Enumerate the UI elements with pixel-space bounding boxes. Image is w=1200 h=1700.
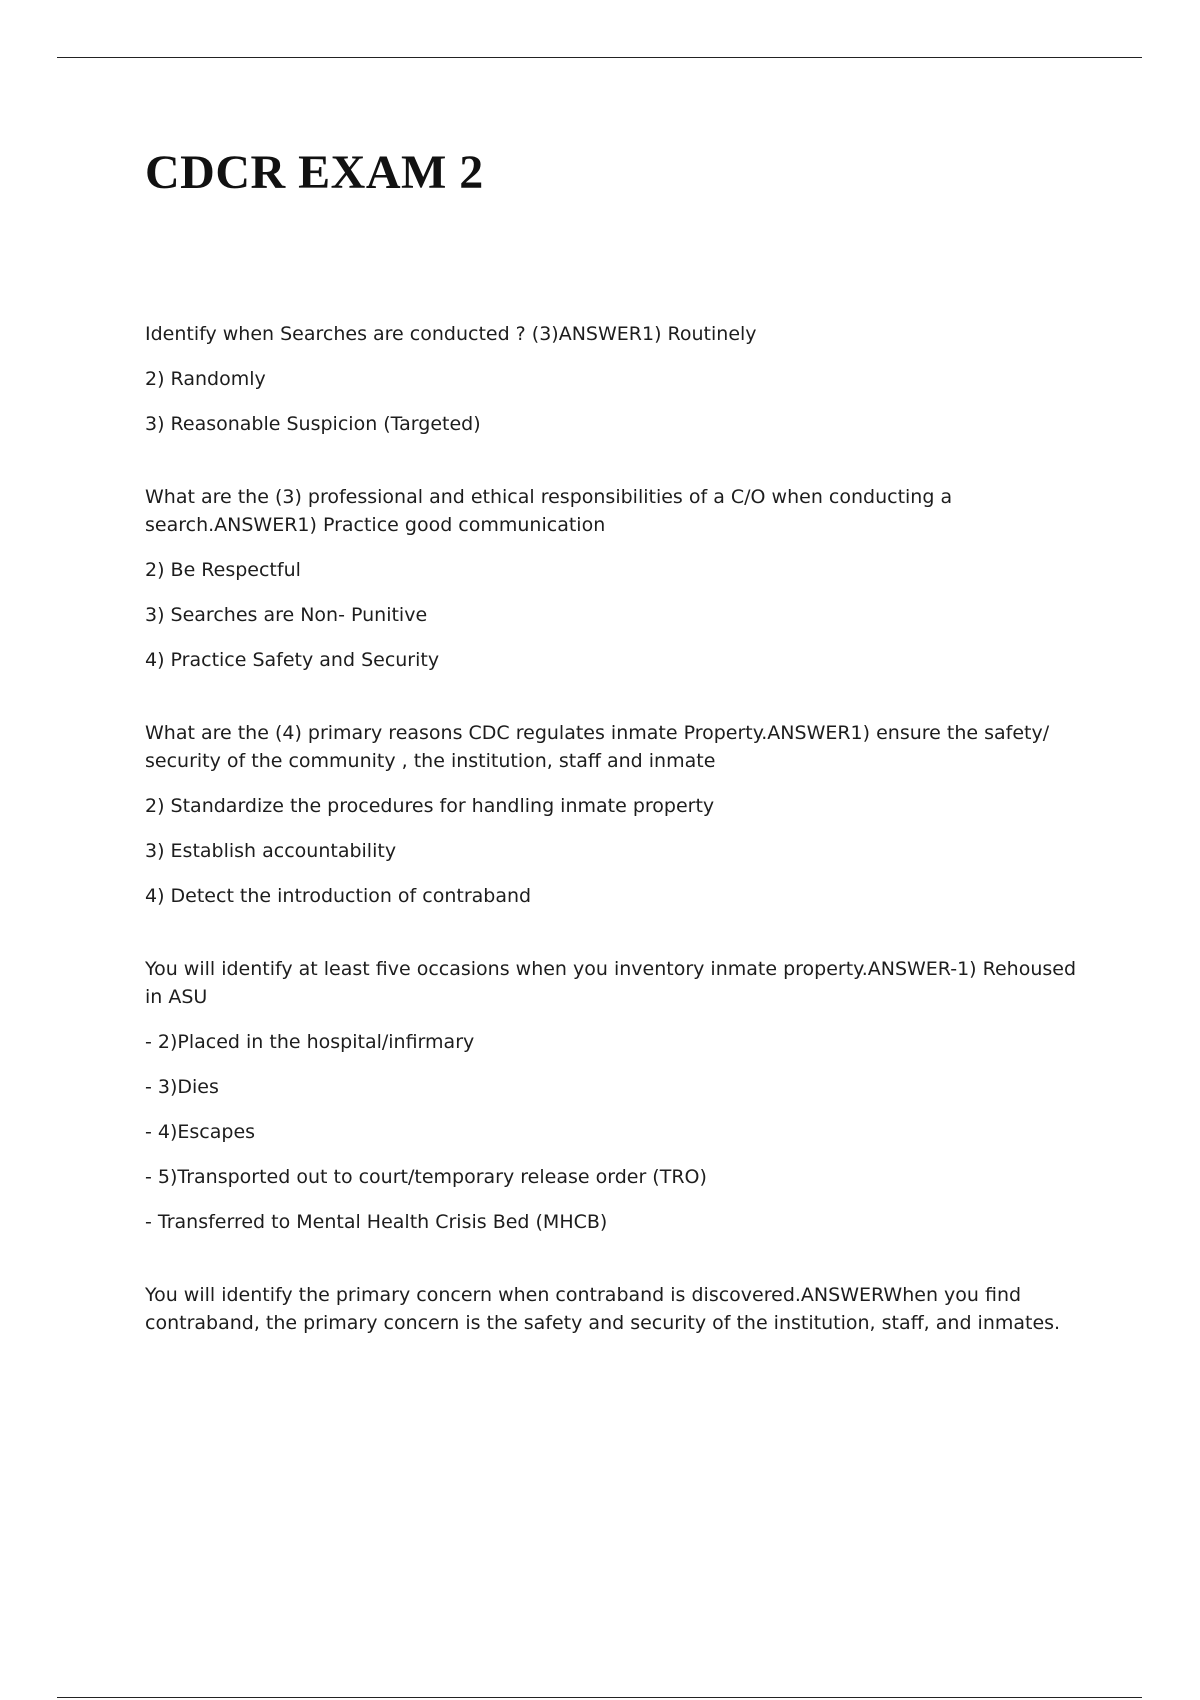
answer-item: 3) Reasonable Suspicion (Targeted) xyxy=(145,413,481,435)
answer-item: - Transferred to Mental Health Crisis Bed (MHCB) xyxy=(145,1211,608,1233)
question-block-4 xyxy=(145,955,1085,1236)
question-block-5 xyxy=(145,1281,1085,1337)
answer-item: 3) Establish accountability xyxy=(145,840,397,862)
answer-item: - 4)Escapes xyxy=(145,1121,256,1143)
document-body xyxy=(145,320,1085,1337)
question-text: You will identify at least five occasions when you inventory inmate property.ANSWER-1) Rehoused in ASU xyxy=(145,958,1077,1008)
question-text: What are the (3) professional and ethical responsibilities of a C/O when conducting a search.ANSWER1) Practice good communication xyxy=(145,486,953,536)
footer-rule xyxy=(57,1697,1142,1698)
question-text: Identify when Searches are conducted ? (3)ANSWER1) Routinely xyxy=(145,323,757,345)
answer-item: 2) Standardize the procedures for handling inmate property xyxy=(145,795,715,817)
answer-item: - 5)Transported out to court/temporary release order (TRO) xyxy=(145,1166,707,1188)
answer-item: 3) Searches are Non- Punitive xyxy=(145,604,428,626)
question-block-1 xyxy=(145,320,1085,438)
document-title: CDCR EXAM 2 xyxy=(145,146,484,199)
question-text: You will identify the primary concern when contraband is discovered.ANSWERWhen you find contraband, the primary concern is the safety and security of the institution, staff, and inmates. xyxy=(145,1284,1061,1334)
answer-item: - 2)Placed in the hospital/infirmary xyxy=(145,1031,475,1053)
answer-item: 4) Detect the introduction of contraband xyxy=(145,885,532,907)
question-text: What are the (4) primary reasons CDC regulates inmate Property.ANSWER1) ensure the safety/ security of the community , the institution, staff and inmate xyxy=(145,722,1050,772)
question-block-2 xyxy=(145,483,1085,674)
answer-item: - 3)Dies xyxy=(145,1076,219,1098)
answer-item: 4) Practice Safety and Security xyxy=(145,649,440,671)
header-rule xyxy=(57,57,1142,58)
answer-item: 2) Randomly xyxy=(145,368,266,390)
answer-item: 2) Be Respectful xyxy=(145,559,301,581)
question-block-3 xyxy=(145,719,1085,910)
